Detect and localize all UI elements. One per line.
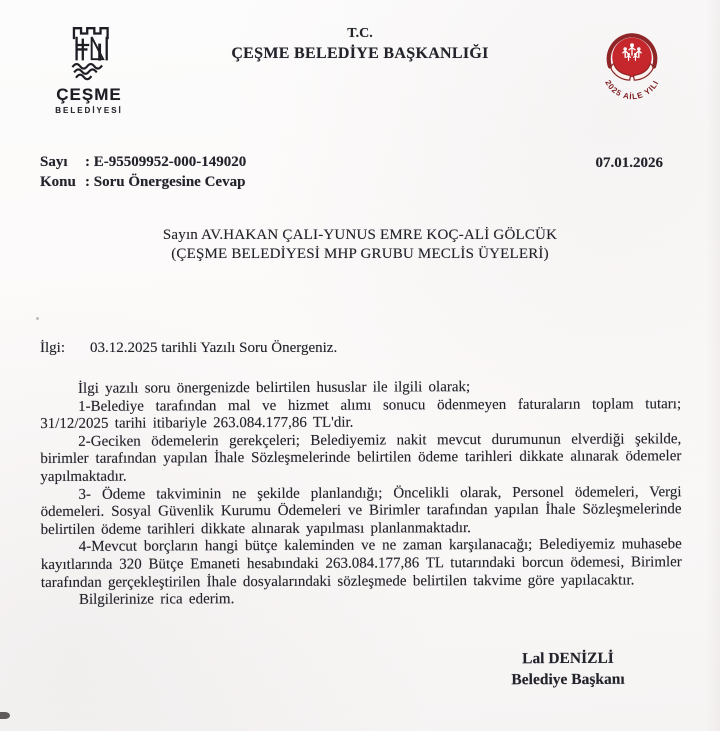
body-paragraphs (40, 378, 682, 610)
scan-speck (36, 317, 39, 320)
document-date: 07.01.2026 (595, 155, 663, 171)
sayi-label: Sayı (40, 154, 68, 170)
konu-row (40, 172, 246, 192)
sayi-value: : E-95509952-000-149020 (85, 154, 247, 170)
sayi-row (40, 152, 246, 172)
signatory-title: Belediye Başkanı (511, 670, 625, 689)
document-meta (40, 152, 246, 192)
addressee-block (0, 226, 720, 264)
body-paragraph: 2-Geciken ödemelerin gerekçeleri; Belediyemiz nakit mevcut durumunun elverdiği şekilde, birimler tarafından yapılan İhale Sözleşmelerinde belirtilen ödeme tarihleri dikkate alınarak ödemeler yapılmaktadır. (40, 430, 682, 485)
body-paragraph: 1-Belediye tarafından mal ve hizmet alımı sonucu ödenmeyen faturaların toplam tutarı; 31/12/2025 tarihi itibariyle 263.084.177,86 TL'dir. (40, 395, 682, 433)
republic-label: T.C. (347, 26, 373, 41)
logo-name: ÇEŞME (56, 85, 122, 104)
logo-subtitle: BELEDİYESİ (55, 106, 123, 115)
signatory-name: Lal DENİZLİ (522, 649, 614, 668)
scan-edge-shade (706, 0, 720, 731)
konu-label: Konu (40, 174, 76, 190)
letterhead (160, 26, 560, 63)
family-in-hands-icon (594, 78, 670, 112)
reference-label: İlgi: (40, 340, 65, 356)
family-year-emblem (594, 28, 670, 108)
reference-row (40, 340, 337, 357)
signature-block (462, 648, 674, 691)
addressee-line1: Sayın AV.HAKAN ÇALI-YUNUS EMRE KOÇ-ALİ GÖLCÜK (162, 227, 558, 243)
authority-title: ÇEŞME BELEDİYE BAŞKANLIĞI (231, 45, 489, 62)
body-paragraph: 3- Ödeme takviminin ne şekilde planlandığı; Öncelikli olarak, Personel ödemeleri, Vergi ödemeleri. Sosyal Güvenlik Kurumu Ödemeleri ve Birimler tarafından yapılan İhale Sözleşmelerinde belirtilen ödeme tarihleri dikkate alınarak yapılması planlanmaktadır. (40, 483, 682, 538)
addressee-line2: (ÇEŞME BELEDİYESİ MHP GRUBU MECLİS ÜYELERİ) (171, 246, 549, 262)
svg-text:2025 AİLE YILI (603, 78, 660, 101)
municipality-logo (46, 22, 132, 115)
body-paragraph: Bilgilerinize rica ederim. (78, 591, 235, 608)
body-paragraph: 4-Mevcut borçların hangi bütçe kaleminden ve ne zaman karşılanacağı; Belediyemiz muhasebe kayıtlarında 320 Bütçe Emaneti hesabındaki 263.084.177,86 TL tutarındaki borcun ödemesi, Birimler tarafından gerçekleştirilen İhale dosyalarındaki sözleşmede belirtilen takvime göre yapılacaktır. (40, 536, 682, 591)
konu-value: : Soru Önergesine Cevap (85, 174, 246, 190)
body-paragraph: İlgi yazılı soru önergenizde belirtilen hususlar ile ilgili olarak; (77, 379, 471, 397)
reference-value: 03.12.2025 tarihli Yazılı Soru Önergeniz. (90, 340, 338, 356)
castle-sail-waves-icon (46, 22, 132, 84)
scan-speck (0, 712, 10, 719)
emblem-caption: 2025 AİLE YILI (603, 78, 661, 102)
